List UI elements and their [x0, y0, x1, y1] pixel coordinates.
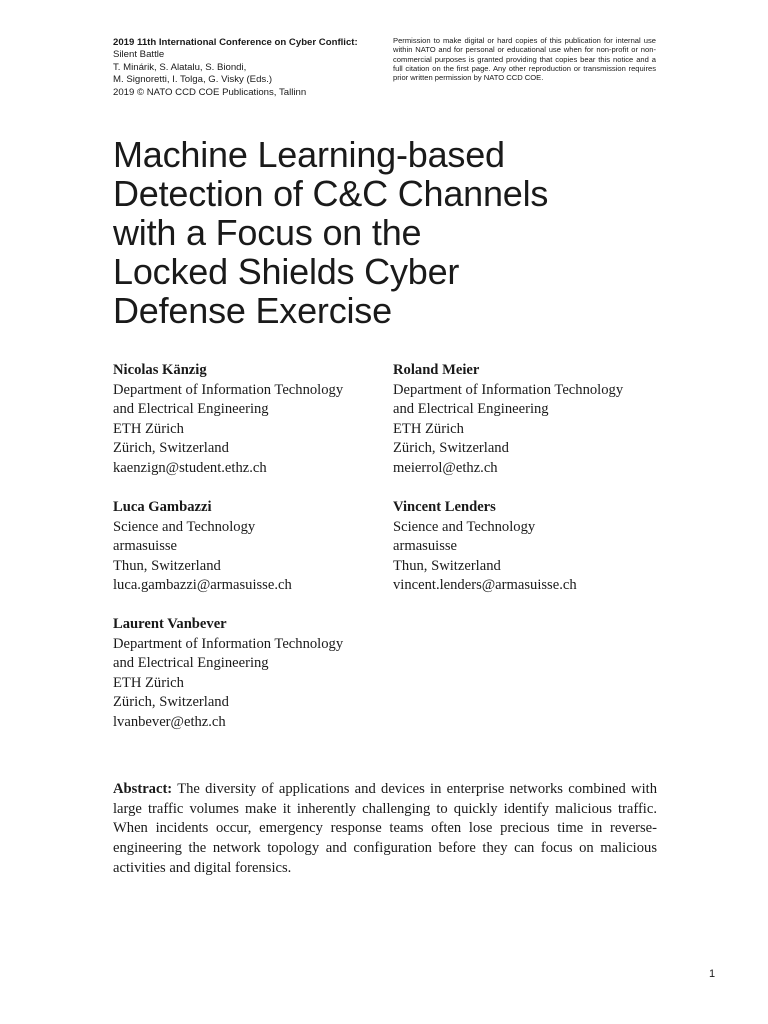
- author-block-1: [113, 361, 393, 479]
- title-line-5: Defense Exercise: [113, 290, 392, 331]
- author-affiliation: Department of Information Technology: [393, 381, 624, 398]
- conference-line-4: 2019 © NATO CCD COE Publications, Tallinn: [113, 86, 307, 98]
- title-line-4: Locked Shields Cyber: [113, 251, 460, 292]
- abstract-text: The diversity of applications and devices in enterprise networks combined with large traffic volumes make it inherently challenging to quickly identify malicious traffic. When incidents occur, emergency response teams often lose precious time in reverse-engineering the network topology and configuration before they can focus on malicious activities and digital forensics.: [113, 781, 657, 876]
- author-affiliation: ETH Zürich: [113, 674, 184, 691]
- conference-line-1: Silent Battle: [113, 49, 165, 61]
- author-affiliation: ETH Zürich: [113, 420, 184, 437]
- permission-notice: Permission to make digital or hard copies of this publication for internal use within NATO and for personal or educational use when for non-profit or non-commercial purposes is granted providing that copies bear this notice and a full citation on the first page. Any other reproduction or transmission requires prior written permission by NATO CCD COE.: [393, 36, 656, 83]
- author-email: kaenzign@student.ethz.ch: [113, 459, 267, 476]
- author-affiliation: and Electrical Engineering: [113, 655, 269, 672]
- conference-line-3: M. Signoretti, I. Tolga, G. Visky (Eds.): [113, 74, 273, 86]
- author-affiliation: ETH Zürich: [393, 420, 464, 437]
- author-email: lvanbever@ethz.ch: [113, 713, 226, 730]
- conference-line-2: T. Minárik, S. Alatalu, S. Biondi,: [113, 61, 247, 73]
- author-affiliation: Department of Information Technology: [113, 635, 344, 652]
- author-location: Thun, Switzerland: [393, 557, 501, 574]
- page-number: 1: [709, 968, 716, 980]
- author-email: luca.gambazzi@armasuisse.ch: [113, 577, 292, 594]
- author-email: meierrol@ethz.ch: [393, 459, 498, 476]
- author-block-3: [113, 498, 393, 596]
- author-affiliation: Science and Technology: [113, 518, 256, 535]
- author-block-2: [393, 361, 673, 479]
- author-name: Nicolas Känzig: [113, 362, 207, 378]
- author-block-4: [393, 498, 673, 596]
- author-affiliation: Department of Information Technology: [113, 381, 344, 398]
- author-location: Zürich, Switzerland: [113, 694, 229, 711]
- abstract-label: Abstract:: [113, 781, 173, 797]
- author-affiliation: armasuisse: [393, 538, 458, 555]
- author-block-5: [113, 615, 393, 733]
- title-line-3: with a Focus on the: [113, 212, 422, 253]
- conference-name: 2019 11th International Conference on Cyber Conflict:: [113, 37, 358, 48]
- author-affiliation: Science and Technology: [393, 518, 536, 535]
- paper-title: [113, 135, 673, 330]
- abstract: [113, 780, 657, 879]
- author-name: Luca Gambazzi: [113, 499, 212, 515]
- author-location: Zürich, Switzerland: [113, 440, 229, 457]
- author-name: Laurent Vanbever: [113, 616, 227, 632]
- author-name: Roland Meier: [393, 362, 480, 378]
- author-location: Zürich, Switzerland: [393, 440, 509, 457]
- author-name: Vincent Lenders: [393, 499, 496, 515]
- author-email: vincent.lenders@armasuisse.ch: [393, 577, 577, 594]
- title-line-1: Machine Learning-based: [113, 134, 505, 175]
- author-affiliation: and Electrical Engineering: [393, 401, 549, 418]
- author-affiliation: armasuisse: [113, 538, 178, 555]
- author-affiliation: and Electrical Engineering: [113, 401, 269, 418]
- author-location: Thun, Switzerland: [113, 557, 221, 574]
- conference-header: [113, 37, 383, 99]
- title-line-2: Detection of C&C Channels: [113, 173, 549, 214]
